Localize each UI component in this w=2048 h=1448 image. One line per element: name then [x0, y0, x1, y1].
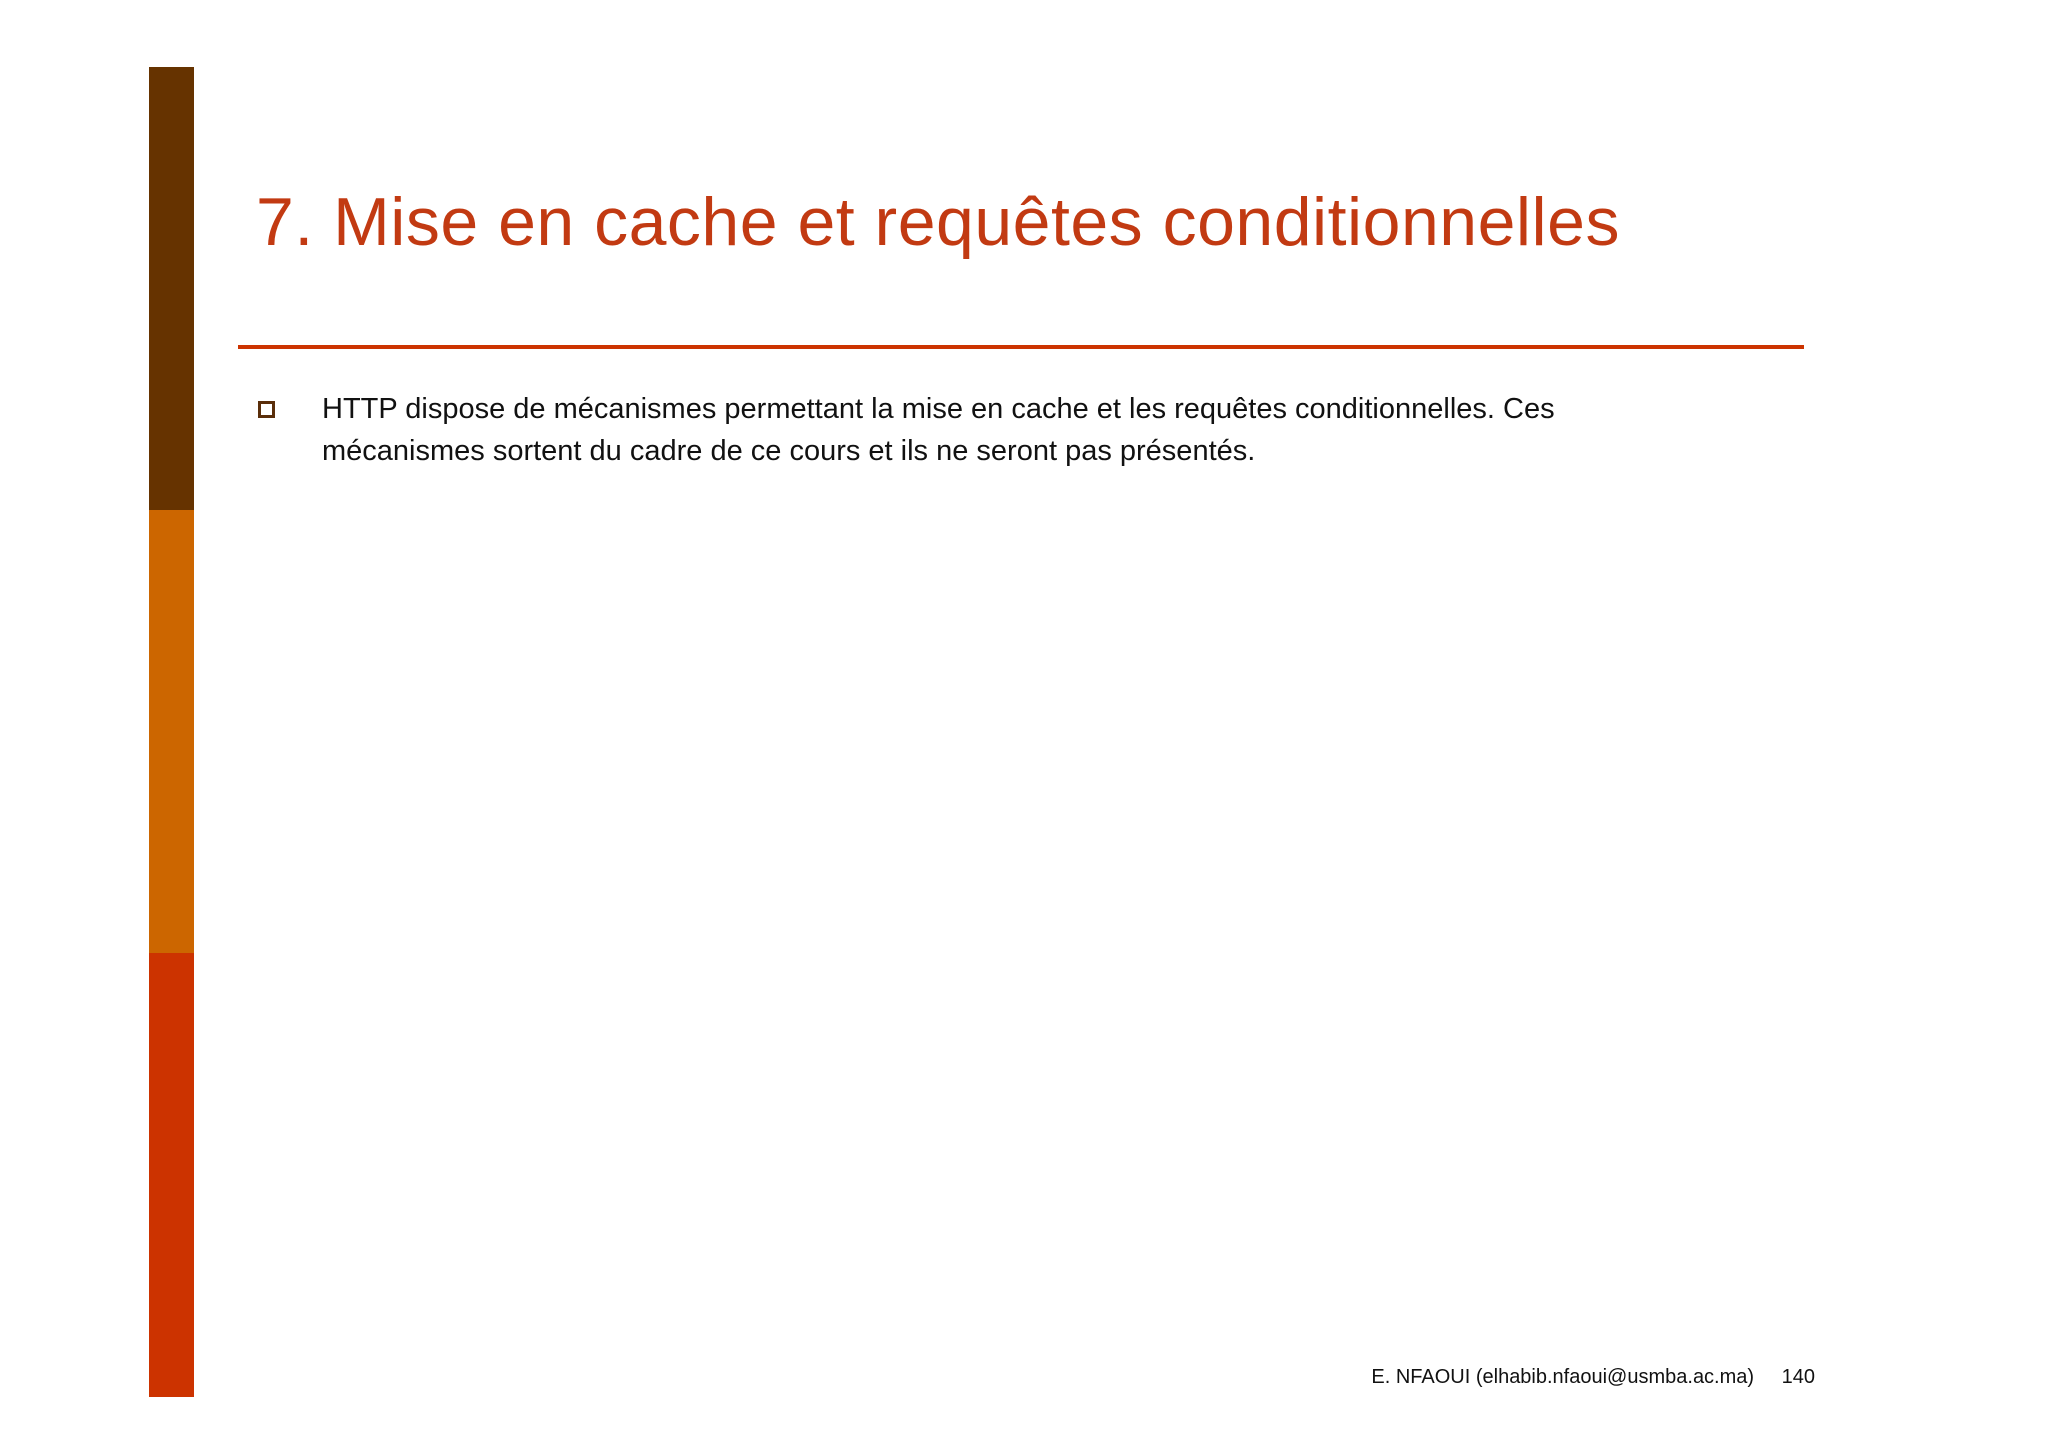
title-divider: [238, 345, 1804, 349]
bullet-text-line-1: HTTP dispose de mécanismes permettant la mise en cache et les requêtes conditionnelles. Ces: [322, 393, 1555, 425]
side-bar-segment-middle: [149, 510, 194, 953]
slide-title: 7. Mise en cache et requêtes conditionnelles: [256, 184, 1620, 260]
slide-footer: [1200, 1366, 1815, 1389]
footer-author: E. NFAOUI (elhabib.nfaoui@usmba.ac.ma): [1371, 1366, 1755, 1388]
side-bar-segment-top: [149, 67, 194, 510]
bullet-item: [258, 388, 1678, 472]
page-number: 140: [1781, 1366, 1815, 1388]
decorative-side-bar: [149, 67, 194, 1397]
hollow-square-bullet-icon: [258, 401, 275, 418]
side-bar-segment-bottom: [149, 953, 194, 1397]
bullet-text-line-2: mécanismes sortent du cadre de ce cours et ils ne seront pas présentés.: [322, 435, 1256, 467]
bullet-list: [258, 388, 1678, 472]
